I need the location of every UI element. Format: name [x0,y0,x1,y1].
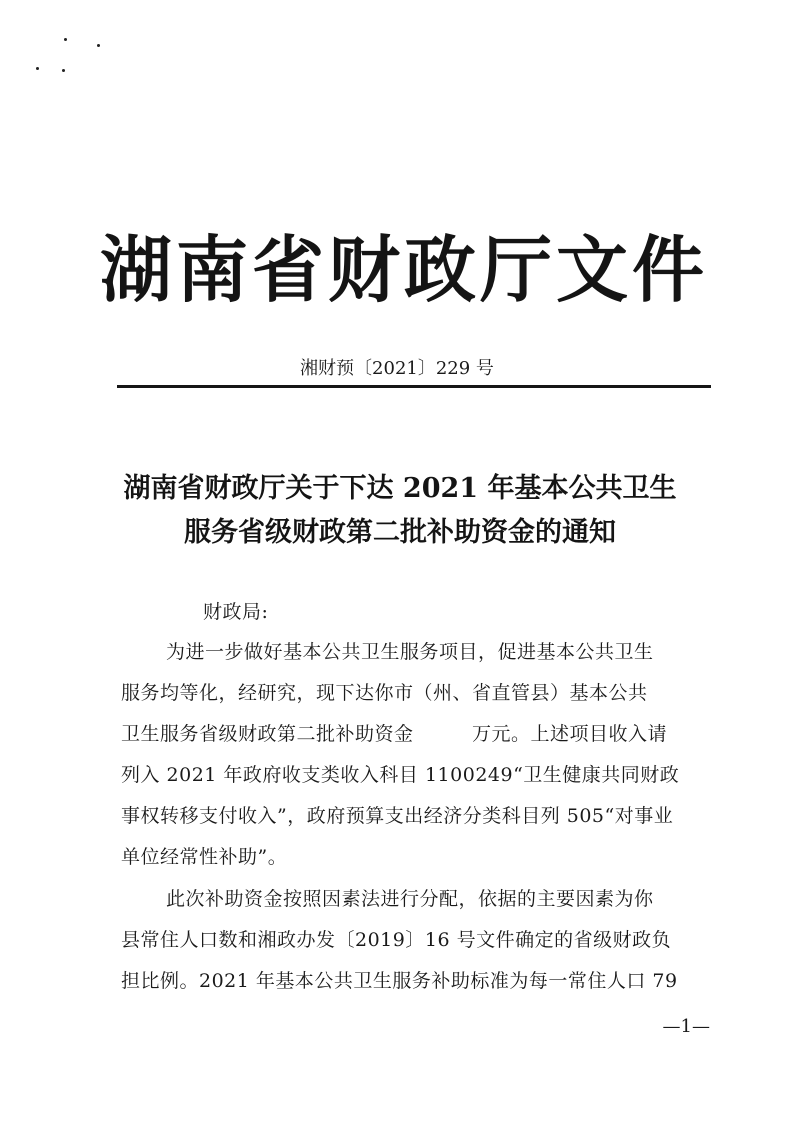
scan-speck [62,69,65,72]
scan-speck [97,44,100,47]
body-line: 卫生服务省级财政第二批补助资金 万元。上述项目收入请 [121,723,668,745]
notice-title-line-1: 湖南省财政厅关于下达 2021 年基本公共卫生 [123,473,677,504]
document-header-title: 湖南省财政厅文件 [100,227,709,312]
body-line: 为进一步做好基本公共卫生服务项目，促进基本公共卫生 [166,641,654,663]
body-line: 担比例。2021 年基本公共卫生服务补助标准为每一常住人口 79 [121,970,678,992]
notice-title-line-2: 服务省级财政第二批补助资金的通知 [184,517,616,548]
body-line: 服务均等化，经研究，现下达你市（州、省直管县）基本公共 [121,682,648,704]
header-divider [117,385,711,388]
salutation: 财政局: [203,601,269,623]
scan-speck [36,67,39,70]
page-number: —1— [662,1016,710,1037]
scan-speck [64,38,67,41]
document-number: 湘财预〔2021〕229 号 [300,358,494,379]
body-line: 事权转移支付收入”，政府预算支出经济分类科目列 505“对事业 [121,805,674,827]
body-line: 县常住人口数和湘政办发〔2019〕16 号文件确定的省级财政负 [121,929,672,951]
body-line: 此次补助资金按照因素法进行分配，依据的主要因素为你 [166,888,654,910]
body-line: 列入 2021 年政府收支类收入科目 1100249“卫生健康共同财政 [121,764,680,786]
body-line: 单位经常性补助”。 [121,846,288,868]
